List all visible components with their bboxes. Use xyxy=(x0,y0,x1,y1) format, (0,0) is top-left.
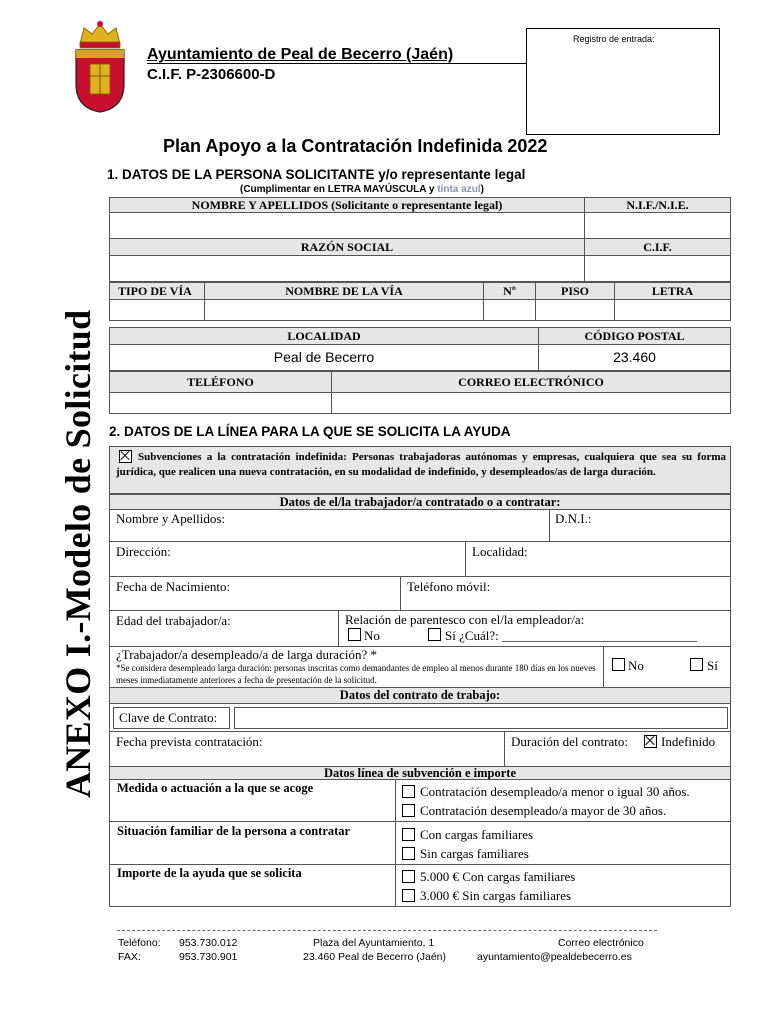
registro-box xyxy=(526,28,720,135)
footer-fax-value: 953.730.901 xyxy=(179,951,238,963)
imp-opt1-label: 5.000 € Con cargas familiares xyxy=(420,869,576,884)
localidad-label: Localidad: xyxy=(472,544,528,559)
org-cif: C.I.F. P-2306600-D xyxy=(147,66,276,83)
correo-header: CORREO ELECTRÓNICO xyxy=(331,371,731,393)
desempleado-si-checkbox[interactable] xyxy=(690,658,703,671)
desempleado-no-checkbox[interactable] xyxy=(612,658,625,671)
indefinido-label: Indefinido xyxy=(661,734,716,749)
sit-opt2-checkbox[interactable] xyxy=(402,847,415,860)
indefinido-checkbox[interactable] xyxy=(644,735,657,748)
section2-title: 2. DATOS DE LA LÍNEA PARA LA QUE SE SOLICITA LA AYUDA xyxy=(109,424,511,439)
medida-opt2-label: Contratación desempleado/a mayor de 30 años. xyxy=(420,803,667,818)
tipo-via-field[interactable] xyxy=(109,299,205,321)
footer-fax-label: FAX: xyxy=(118,951,141,963)
localidad-header: LOCALIDAD xyxy=(109,327,539,345)
imp-opt2-label: 3.000 € Sin cargas familiares xyxy=(420,888,572,903)
medida-opt1-checkbox[interactable] xyxy=(402,785,415,798)
section1-title: 1. DATOS DE LA PERSONA SOLICITANTE y/o representante legal xyxy=(107,167,526,182)
medida-opt1-label: Contratación desempleado/a menor o igual 30 años. xyxy=(420,784,690,799)
relacion-label: Relación de parentesco con el/la empleador/a: xyxy=(345,612,585,627)
footer-tel-label: Teléfono: xyxy=(118,937,161,949)
subvencion-text: Subvenciones a la contratación indefinida: Personas trabajadoras autónomas y empresas, cualquiera que sea su forma jurídica, que realicen una nueva contratación, en su modalidad de indefinido, y desempleados/as de larga duración. xyxy=(116,451,726,478)
header-rule xyxy=(147,63,527,64)
linea-header: Datos línea de subvención e importe xyxy=(109,766,731,780)
relacion-si-label: Sí ¿Cuál?: ______________________________ xyxy=(445,628,698,643)
situacion-label: Situación familiar de la persona a contratar xyxy=(117,824,351,838)
tipo-via-header: TIPO DE VÍA xyxy=(109,282,205,300)
imp-opt2-checkbox[interactable] xyxy=(402,889,415,902)
imp-opt1-checkbox[interactable] xyxy=(402,870,415,883)
telefono-field[interactable] xyxy=(109,392,332,414)
footer-rule xyxy=(117,930,657,931)
nif-field[interactable] xyxy=(584,212,731,239)
direccion-label: Dirección: xyxy=(116,544,171,559)
cp-value[interactable]: 23.460 xyxy=(538,344,731,371)
contrato-header: Datos del contrato de trabajo: xyxy=(109,687,731,704)
trabajador-header: Datos de el/la trabajador/a contratado o a contratar: xyxy=(109,494,731,510)
cp-header: CÓDIGO POSTAL xyxy=(538,327,731,345)
fecha-prevista-label: Fecha prevista contratación: xyxy=(116,734,263,749)
numero-field[interactable] xyxy=(483,299,536,321)
desempleado-note: *Se considera desempleado larga duración: personas inscritas como demandantes de empleo al menos durante 180 días en los nueves meses inmediatamente anteriores a fecha de presentación de la solicitud. xyxy=(116,663,596,685)
razon-field[interactable] xyxy=(109,255,585,282)
footer-address1: Plaza del Ayuntamiento, 1 xyxy=(313,937,435,949)
telefono-movil-label: Teléfono móvil: xyxy=(407,579,491,594)
main-title: Plan Apoyo a la Contratación Indefinida 2022 xyxy=(163,136,548,156)
nombre-header: NOMBRE Y APELLIDOS (Solicitante o representante legal) xyxy=(109,197,585,213)
relacion-no-label: No xyxy=(364,628,380,643)
section1-note xyxy=(240,184,484,195)
piso-header: PISO xyxy=(535,282,615,300)
razon-header: RAZÓN SOCIAL xyxy=(109,238,585,256)
nif-header: N.I.F./N.I.E. xyxy=(584,197,731,213)
footer-tel-value: 953.730.012 xyxy=(179,937,238,949)
desempleado-question: ¿Trabajador/a desempleado/a de larga duración? * xyxy=(116,647,377,662)
footer-address2: 23.460 Peal de Becerro (Jaén) xyxy=(303,951,447,963)
correo-field[interactable] xyxy=(331,392,731,414)
piso-field[interactable] xyxy=(535,299,615,321)
side-title: ANEXO I.-Modelo de Solicitud xyxy=(58,309,98,798)
desempleado-si-label: Sí xyxy=(707,658,718,673)
letra-field[interactable] xyxy=(614,299,731,321)
telefono-header: TELÉFONO xyxy=(109,371,332,393)
nombre-apellidos-label: Nombre y Apellidos: xyxy=(116,511,226,526)
localidad-value[interactable]: Peal de Becerro xyxy=(109,344,539,371)
clave-field[interactable] xyxy=(234,707,728,729)
sit-opt1-checkbox[interactable] xyxy=(402,828,415,841)
duracion-label: Duración del contrato: xyxy=(511,734,628,749)
note-blue: tinta azul xyxy=(437,184,481,195)
nombre-field[interactable] xyxy=(109,212,585,239)
registro-label: Registro de entrada: xyxy=(573,34,655,44)
note-suffix: ) xyxy=(480,184,484,195)
importe-label: Importe de la ayuda que se solicita xyxy=(117,866,302,880)
letra-header: LETRA xyxy=(614,282,731,300)
nombre-via-field[interactable] xyxy=(204,299,484,321)
fecha-nacimiento-label: Fecha de Nacimiento: xyxy=(116,579,231,594)
dni-label: D.N.I.: xyxy=(555,511,592,526)
note-prefix: (Cumplimentar en LETRA MAYÚSCULA y xyxy=(240,184,438,195)
sit-opt2-label: Sin cargas familiares xyxy=(420,846,529,861)
footer-email-value[interactable]: ayuntamiento@pealdebecerro.es xyxy=(477,951,632,963)
sit-opt1-label: Con cargas familiares xyxy=(420,827,534,842)
cif-field[interactable] xyxy=(584,255,731,282)
nombre-via-header: NOMBRE DE LA VÍA xyxy=(204,282,484,300)
clave-label: Clave de Contrato: xyxy=(119,710,218,725)
municipal-crest-logo xyxy=(70,18,130,114)
edad-label: Edad del trabajador/a: xyxy=(116,613,231,628)
medida-opt2-checkbox[interactable] xyxy=(402,804,415,817)
org-name: Ayuntamiento de Peal de Becerro (Jaén) xyxy=(147,46,454,63)
numero-header: Nº xyxy=(483,282,536,300)
relacion-si-checkbox[interactable] xyxy=(428,628,441,641)
desempleado-no-label: No xyxy=(628,658,644,673)
medida-label: Medida o actuación a la que se acoge xyxy=(117,781,314,795)
cif-header: C.I.F. xyxy=(584,238,731,256)
relacion-no-checkbox[interactable] xyxy=(348,628,361,641)
footer-email-label: Correo electrónico xyxy=(558,937,644,949)
